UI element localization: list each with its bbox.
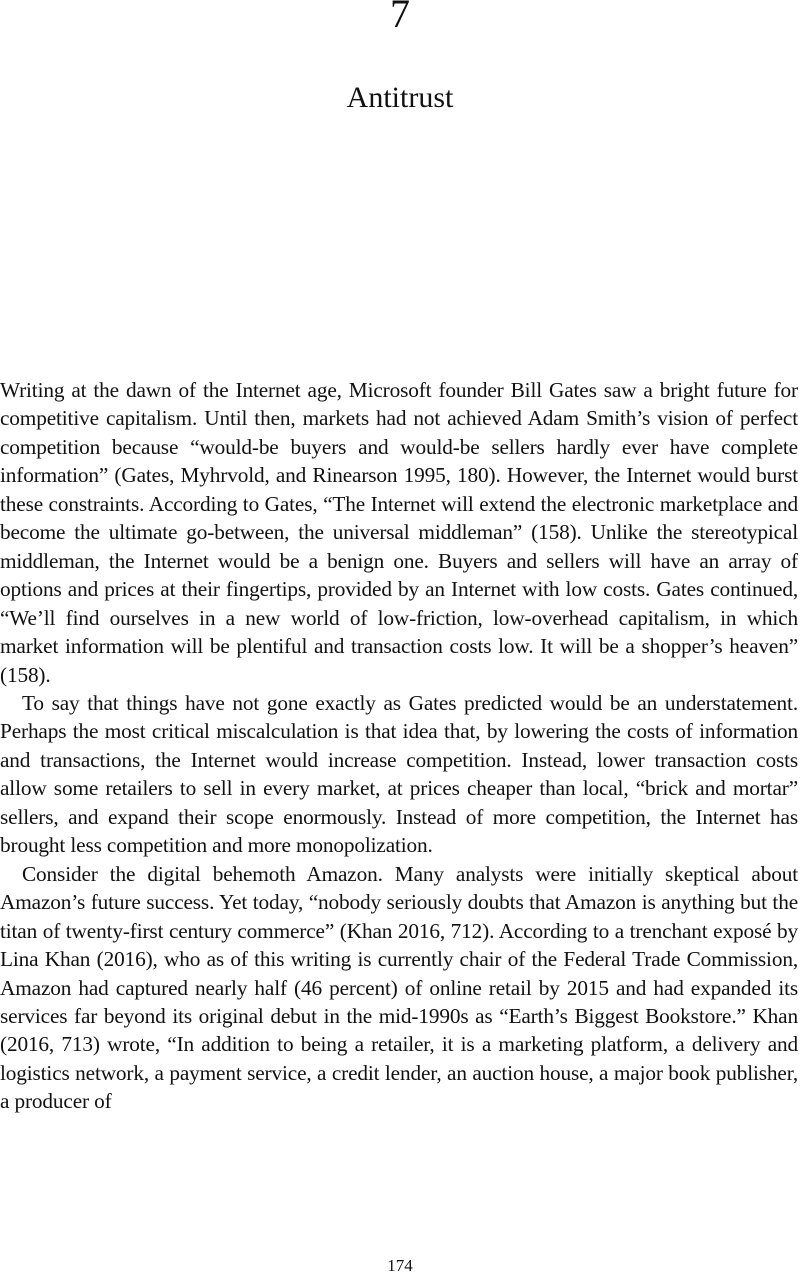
chapter-title: Antitrust <box>346 81 454 114</box>
paragraph-3: Consider the digital behemoth Amazon. Many analysts were initially skeptical about Amazon’s future success. Yet today, “nobody seriously doubts that Amazon is anything but the titan of twenty-first century commerce” (Khan 2016, 712). According to a trenchant exposé by Lina Khan (2016), who as of this writing is currently chair of the Federal Trade Commission, Amazon had captured nearly half (46 percent) of online retail by 2015 and had expanded its services far beyond its original debut in the mid-1990s as “Earth’s Biggest Bookstore.” Khan (2016, 713) wrote, “In addition to being a retailer, it is a marketing platform, a delivery and logistics network, a payment service, a credit lender, an auction house, a major book publisher, a producer of <box>0 861 798 1114</box>
page-number: 174 <box>387 1256 413 1275</box>
paragraph-2: To say that things have not gone exactly as Gates predicted would be an understatement. Perhaps the most critical miscalculation is that idea that, by lowering the costs of information and transactions, the Internet would increase competition. Instead, lower transaction costs allow some retailers to sell in every market, at prices cheaper than local, “brick and mortar” sellers, and expand their scope enormously. Instead of more competition, the Internet has brought less competition and more monopolization. <box>0 690 798 858</box>
body-text <box>0 376 798 1116</box>
chapter-number: 7 <box>390 0 410 36</box>
paragraph-1: Writing at the dawn of the Internet age, Microsoft founder Bill Gates saw a bright future for competitive capitalism. Until then, markets had not achieved Adam Smith’s vision of perfect competition because “would-be buyers and would-be sellers hardly ever have complete information” (Gates, Myhrvold, and Rinearson 1995, 180). However, the Internet would burst these constraints. According to Gates, “The Internet will extend the electronic marketplace and become the ultimate go-between, the universal middleman” (158). Unlike the stereotypical middleman, the Internet would be a benign one. Buyers and sellers will have an array of options and prices at their fingertips, provided by an Internet with low costs. Gates continued, “We’ll find ourselves in a new world of low-friction, low-overhead capitalism, in which market information will be plentiful and transaction costs low. It will be a shopper’s heaven” (158). <box>0 378 798 687</box>
